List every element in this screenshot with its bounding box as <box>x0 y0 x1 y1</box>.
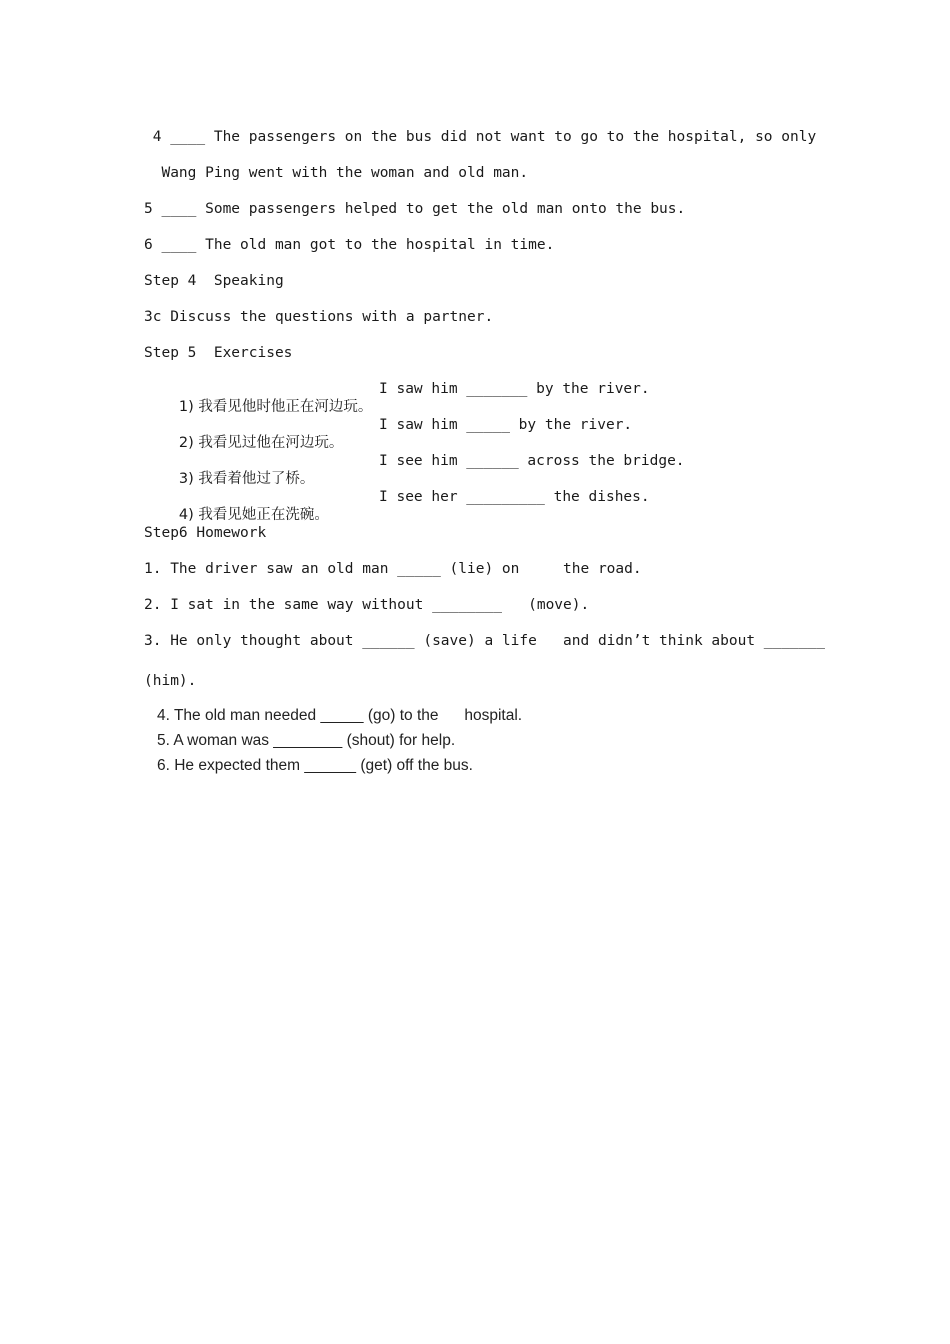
question-4-line-2: Wang Ping went with the woman and old man. <box>144 165 529 181</box>
homework-5: 5. A woman was ________ (shout) for help. <box>157 732 456 749</box>
exercise-4-english: I see her _________ the dishes. <box>379 489 650 505</box>
question-5: 5 ____ Some passengers helped to get the old man onto the bus. <box>144 201 686 217</box>
exercise-1-english: I saw him _______ by the river. <box>379 381 650 397</box>
question-6: 6 ____ The old man got to the hospital in time. <box>144 237 555 253</box>
exercise-4-chinese: 4) 我看见她正在洗碗。 <box>178 507 329 523</box>
exercise-2-chinese: 2) 我看见过他在河边玩。 <box>178 435 344 451</box>
question-4-line-1: 4 ____ The passengers on the bus did not want to go to the hospital, so only <box>144 129 817 145</box>
exercise-3-english: I see him ______ across the bridge. <box>379 453 685 469</box>
homework-2: 2. I sat in the same way without ________ (move). <box>144 597 590 613</box>
homework-3-continued: (him). <box>144 673 197 689</box>
homework-6: 6. He expected them ______ (get) off the bus. <box>157 757 473 774</box>
homework-heading: Step6 Homework <box>144 525 267 541</box>
homework-4: 4. The old man needed _____ (go) to the hospital. <box>157 707 523 724</box>
exercise-1-chinese: 1) 我看见他时他正在河边玩。 <box>178 399 373 415</box>
task-3c: 3c Discuss the questions with a partner. <box>144 309 494 325</box>
exercise-3-chinese: 3) 我看着他过了桥。 <box>178 471 315 487</box>
homework-1: 1. The driver saw an old man _____ (lie) on the road. <box>144 561 642 577</box>
step-5-heading: Step 5 Exercises <box>144 345 293 361</box>
step-4-heading: Step 4 Speaking <box>144 273 284 289</box>
homework-3: 3. He only thought about ______ (save) a life and didn’t think about _______ <box>144 633 825 649</box>
exercise-2-english: I saw him _____ by the river. <box>379 417 633 433</box>
